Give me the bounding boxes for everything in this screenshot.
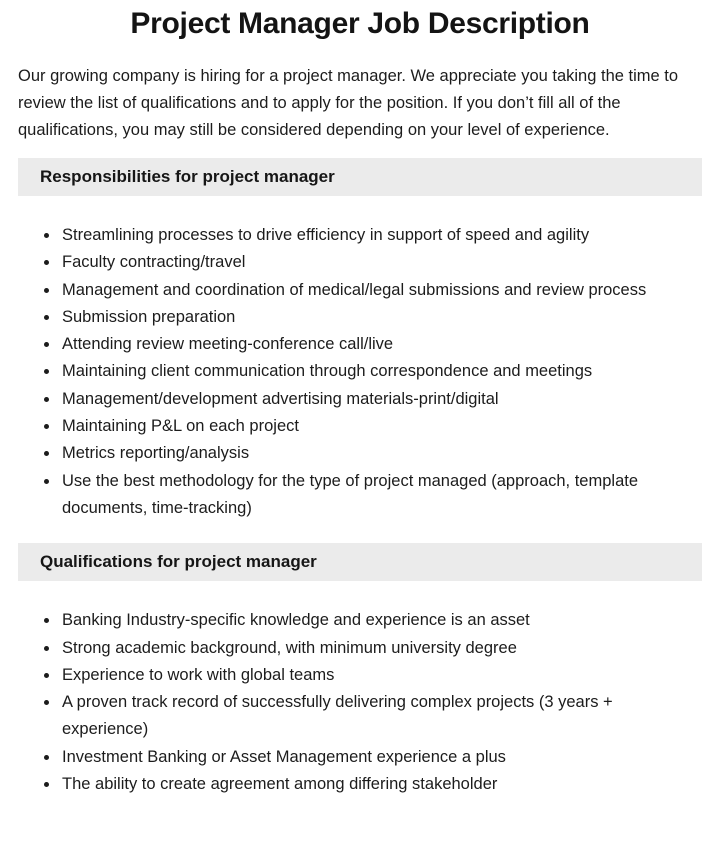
section-header-responsibilities [18, 158, 702, 196]
list-item: • Banking Industry-specific knowledge and experience is an asset [60, 607, 702, 634]
section-heading-label: Responsibilities for project manager [40, 167, 335, 186]
list-item: • Management/development advertising materials-print/digital [60, 386, 702, 413]
list-item: • Faculty contracting/travel [60, 249, 702, 276]
list-item: • Maintaining client communication through correspondence and meetings [60, 358, 702, 385]
list-item: • A proven track record of successfully delivering complex projects (3 years + experience) [60, 689, 702, 744]
list-item: • Investment Banking or Asset Management experience a plus [60, 744, 702, 771]
list-item: • Attending review meeting-conference call/live [60, 331, 702, 358]
page-title: Project Manager Job Description [130, 7, 590, 40]
list-item: • Streamlining processes to drive efficiency in support of speed and agility [60, 222, 702, 249]
list-item: • Use the best methodology for the type of project managed (approach, template documents, time-tracking) [60, 468, 702, 523]
list-item: • Management and coordination of medical/legal submissions and review process [60, 277, 702, 304]
list-item: • The ability to create agreement among differing stakeholder [60, 771, 702, 798]
list-item: • Strong academic background, with minimum university degree [60, 635, 702, 662]
list-item: • Maintaining P&L on each project [60, 413, 702, 440]
list-item: • Submission preparation [60, 304, 702, 331]
responsibilities-list [18, 222, 702, 522]
list-item: • Experience to work with global teams [60, 662, 702, 689]
section-header-qualifications [18, 543, 702, 581]
section-heading-label: Qualifications for project manager [40, 552, 317, 572]
qualifications-list [18, 607, 702, 798]
list-item: • Metrics reporting/analysis [60, 440, 702, 467]
intro-paragraph: Our growing company is hiring for a project manager. We appreciate you taking the time to review the list of qualifications and to apply for the position. If you don’t fill all of the qualifications, you may still be considered depending on your level of experience. [18, 67, 679, 139]
